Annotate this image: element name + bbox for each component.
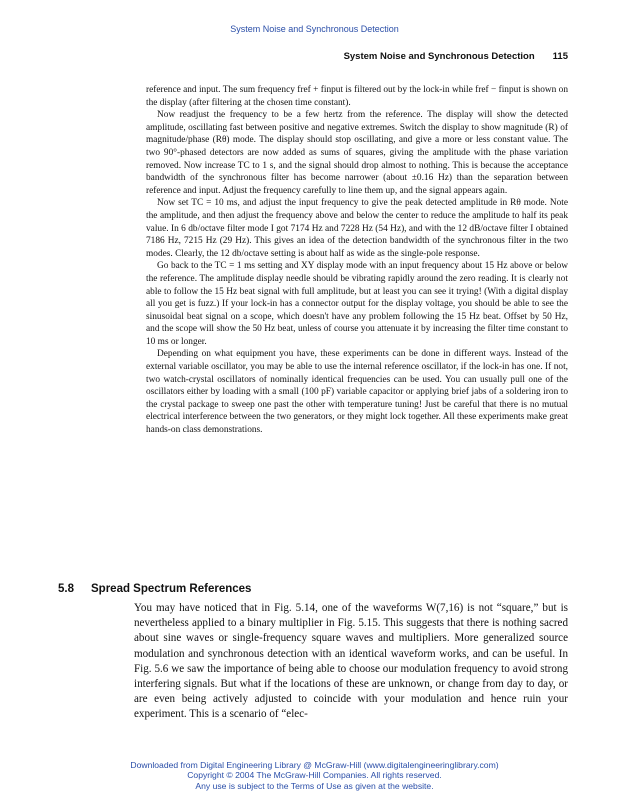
section-heading — [58, 583, 251, 595]
body-text-large — [134, 601, 568, 723]
page-number: 115 — [552, 51, 568, 62]
paragraph: reference and input. The sum frequency fref + finput is filtered out by the lock-in while fref − finput is shown on the display (after filtering at the chosen time constant). — [146, 85, 568, 108]
footer — [0, 760, 629, 791]
footer-copyright-line: Copyright © 2004 The McGraw-Hill Companies. All rights reserved. — [187, 770, 442, 781]
footer-terms-line: Any use is subject to the Terms of Use as given at the website. — [195, 780, 434, 791]
paragraph: Now set TC = 10 ms, and adjust the input frequency to give the peak detected amplitude in Rθ mode. Note the amplitude, and then adjust the frequency above and below the center to reduce the amplitude to half its peak value. In 6 db/octave filter mode I got 7174 Hz and 7228 Hz (54 Hz), and with the 12 dB/octave filter I obtained 7186 Hz, 7215 Hz (29 Hz). This gives an idea of the detection bandwidth of the synchronous filter in the two modes. Clearly, the 12 db/octave setting is about half as wide as the single-pole response. — [146, 198, 568, 259]
running-head — [146, 51, 568, 62]
section-number: 5.8 — [58, 583, 74, 595]
paragraph: Now readjust the frequency to be a few hertz from the reference. The display will show the detected amplitude, oscillating fast between positive and negative extremes. Switch the display to show magnitude (R) of magnitude/phase (Rθ) mode. The display should stop oscillating, and give a more or less constant value. The two 90°-phased detectors are now added as sums of squares, giving the amplitude with the phase variation removed. Now increase TC to 1 s, and the signal should drop almost to nothing. This is because the acceptance bandwidth of the synchronous filter has become narrower (about ±0.16 Hz) than the separation between reference and input. Adjust the frequency carefully to line them up, and the signal appears again. — [146, 110, 568, 196]
paragraph: You may have noticed that in Fig. 5.14, one of the waveforms W(7,16) is not “square,” but is nevertheless applied to a binary multiplier in Fig. 5.15. This suggests that there is nothing sacred about sine waves or single-frequency square waves and multipliers. More generalized source modulation and synchronous detection with an identical waveform works, and can be useful. In Fig. 5.6 we saw the importance of being able to choose our modulation frequency to avoid strong interfering signals. But what if the locations of these are unknown, or change from day to day, or are even being actively adjusted to coincide with your modulation and hence ruin your experiment. This is a scenario of “elec- — [134, 602, 568, 721]
section-title: Spread Spectrum References — [91, 583, 252, 595]
body-text-small — [146, 84, 568, 437]
chapter-banner: System Noise and Synchronous Detection — [230, 24, 399, 34]
paragraph: Depending on what equipment you have, these experiments can be done in different ways. Instead of the external variable oscillator, you may be able to use the internal reference oscillator, if the lock-in has one. If not, two watch-crystal oscillators of nominally identical frequencies can be used. You can usually pull one of the oscillators either by loading with a small (100 pF) variable capacitor or applying brief jabs of a soldering iron to the crystal package to sweep one past the other with temperature tuning! Just be careful that there is no mutual electrical interference between the two generators, or they might lock together. All these experiments make great hands-on class demonstrations. — [146, 349, 568, 436]
footer-download-line[interactable]: Downloaded from Digital Engineering Library @ McGraw-Hill (www.digitalengineeringlibrary.com) — [130, 760, 499, 770]
running-head-title: System Noise and Synchronous Detection — [343, 51, 535, 62]
paragraph: Go back to the TC = 1 ms setting and XY display mode with an input frequency about 15 Hz above or below the reference. The amplitude display needle should be vibrating rapidly around the zero reading. It is clearly not able to follow the 15 Hz beat signal with full amplitude, but at least you can see it trying! (With a digital display all you get is fuzz.) If your lock-in has a connector output for the display voltage, you should be able to see the sinusoidal beat signal on a scope, which doesn't have any problem following the 15 Hz beat. Offset by 50 Hz, and the scope will show the 50 Hz beat, unless of course you attenuate it by increasing the filter time constant to 10 ms or longer. — [146, 261, 568, 347]
